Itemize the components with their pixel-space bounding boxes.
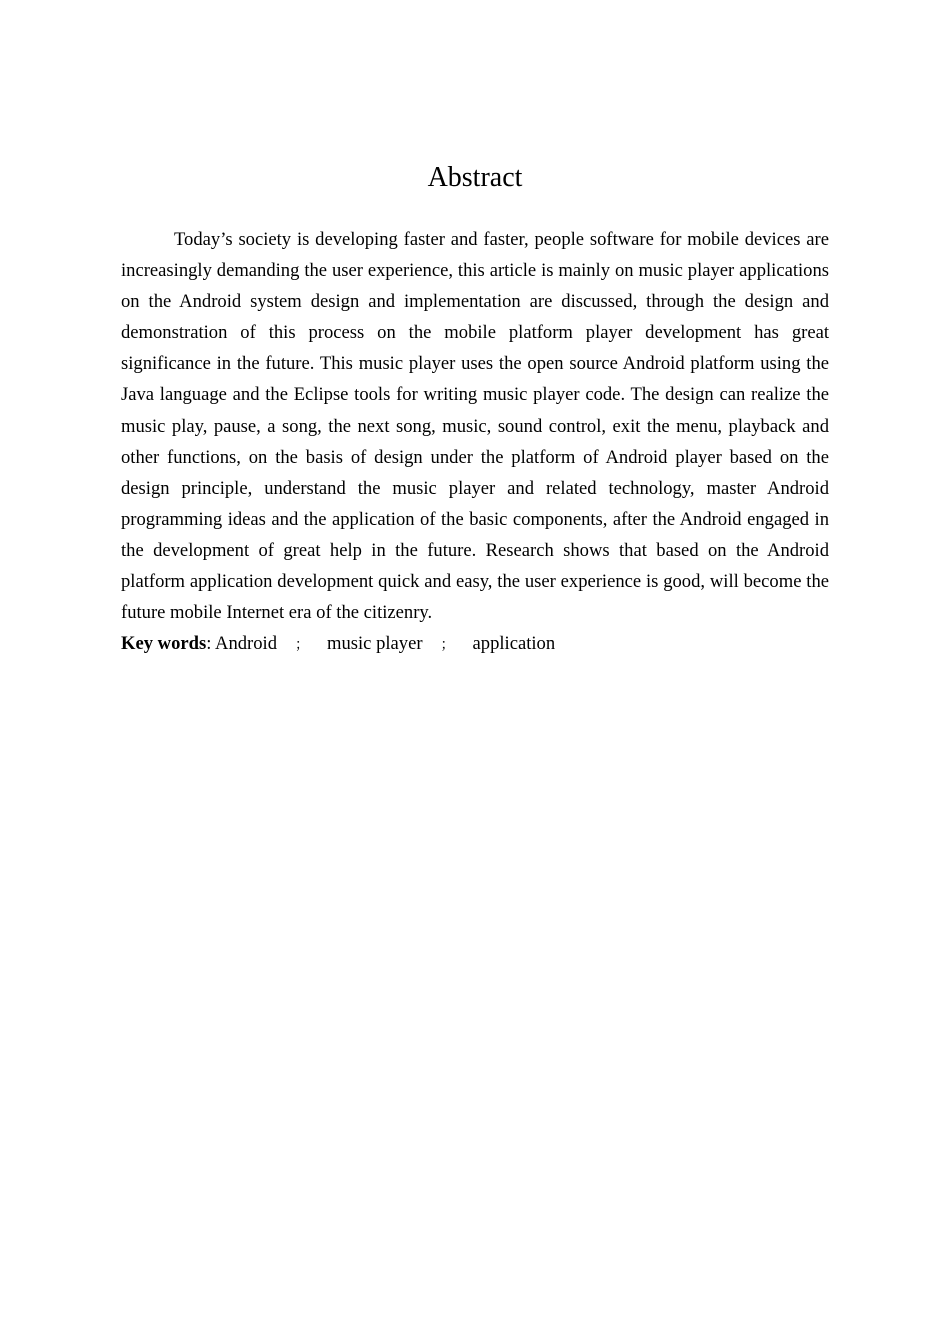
keywords-line <box>121 628 829 661</box>
keyword-item: music player <box>327 633 423 654</box>
abstract-title: Abstract <box>427 162 523 193</box>
abstract-body: Today’s society is developing faster and faster, people software for mobile devices are increasingly demanding the user experience, this article is mainly on music player applications on the Android system design and implementation are discussed, through the design and demonstration of this process on the mobile platform player development has great significance in the future. This music player uses the open source Android platform using the Java language and the Eclipse tools for writing music player code. The design can realize the music play, pause, a song, the next song, music, sound control, exit the menu, playback and other functions, on the basis of design under the platform of Android player based on the design principle, understand the music player and related technology, master Android programming ideas and the application of the basic components, after the Android engaged in the development of great help in the future. Research shows that based on the Android platform application development quick and easy, the user experience is good, will become the future mobile Internet era of the citizenry. <box>121 229 829 624</box>
keyword-item: Android <box>215 633 277 654</box>
keywords-colon: : <box>206 633 212 654</box>
keyword-item: application <box>472 633 556 654</box>
keywords-label: Key words <box>121 633 207 654</box>
keyword-separator: ； <box>295 638 309 653</box>
keyword-separator: ； <box>440 638 455 653</box>
